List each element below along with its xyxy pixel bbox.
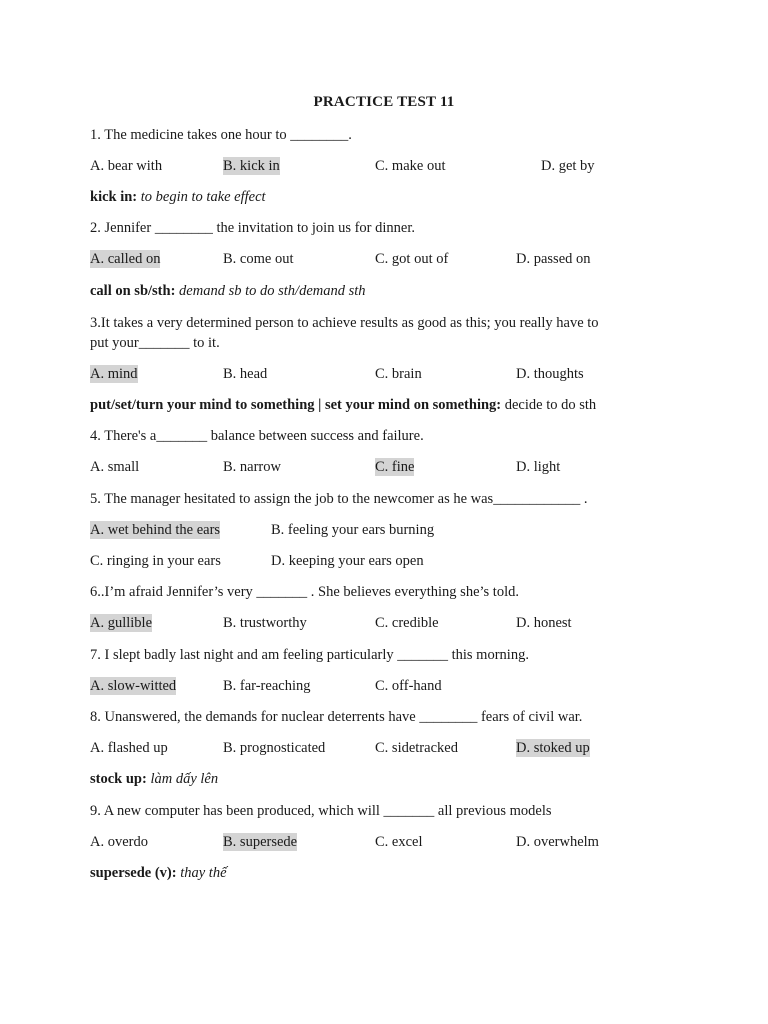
question-7-option-b: B. far-reaching	[223, 678, 311, 694]
question-5-option-d: D. keeping your ears open	[271, 553, 424, 569]
question-6-option-c: C. credible	[375, 615, 439, 631]
question-5-option-c: C. ringing in your ears	[90, 553, 221, 569]
question-4-stem: 4. There's a_______ balance between success and failure.	[90, 428, 424, 444]
question-5-option-b: B. feeling your ears burning	[271, 522, 435, 538]
question-3-stem-line-2: put your_______ to it.	[90, 335, 220, 351]
question-4-option-c-answer: C. fine	[375, 459, 415, 475]
note-term: put/set/turn your mind to something | set your mind on something:	[90, 397, 502, 413]
question-2-option-b: B. come out	[223, 251, 294, 267]
question-2-option-c: C. got out of	[375, 251, 449, 267]
question-4-option-b: B. narrow	[223, 459, 281, 475]
question-8-option-d-answer: D. stoked up	[516, 740, 590, 756]
note-definition: thay thế	[180, 865, 227, 881]
note-definition: to begin to take effect	[140, 189, 266, 205]
question-9-option-c: C. excel	[375, 834, 423, 850]
question-6-option-a-answer: A. gullible	[90, 615, 153, 631]
question-1-note	[90, 188, 266, 206]
question-3-option-c: C. brain	[375, 366, 422, 382]
question-1-option-d: D. get by	[541, 158, 595, 174]
question-4-option-d: D. light	[516, 459, 561, 475]
question-8-option-c: C. sidetracked	[375, 740, 458, 756]
question-2-option-d: D. passed on	[516, 251, 591, 267]
question-9-note	[90, 864, 227, 882]
note-definition: demand sb to do sth/demand sth	[179, 283, 366, 299]
question-3-option-a-answer: A. mind	[90, 366, 138, 382]
note-term: kick in:	[90, 189, 138, 205]
page-title: PRACTICE TEST 11	[313, 94, 455, 110]
note-term: supersede (v):	[90, 865, 177, 881]
question-6-option-b: B. trustworthy	[223, 615, 307, 631]
question-2-stem: 2. Jennifer ________ the invitation to join us for dinner.	[90, 220, 415, 236]
note-definition: làm dấy lên	[150, 771, 219, 787]
question-7-stem: 7. I slept badly last night and am feeling particularly _______ this morning.	[90, 647, 529, 663]
question-9-stem: 9. A new computer has been produced, which will _______ all previous models	[90, 803, 552, 819]
question-1-stem: 1. The medicine takes one hour to ________.	[90, 127, 352, 143]
note-term: call on sb/sth:	[90, 283, 176, 299]
question-5-option-a-answer: A. wet behind the ears	[90, 522, 221, 538]
question-2-option-a-answer: A. called on	[90, 251, 161, 267]
question-1-option-c: C. make out	[375, 158, 446, 174]
question-3-option-d: D. thoughts	[516, 366, 584, 382]
question-4-option-a: A. small	[90, 459, 140, 475]
question-1-option-b-answer: B. kick in	[223, 158, 280, 174]
question-3-option-b: B. head	[223, 366, 268, 382]
question-7-option-c: C. off-hand	[375, 678, 442, 694]
question-8-option-b: B. prognosticated	[223, 740, 326, 756]
question-6-stem: 6..I’m afraid Jennifer’s very _______ . She believes everything she’s told.	[90, 584, 519, 600]
note-term: stock up:	[90, 771, 147, 787]
question-1-option-a: A. bear with	[90, 158, 163, 174]
question-3-note	[90, 396, 596, 414]
question-9-option-a: A. overdo	[90, 834, 148, 850]
question-8-option-a: A. flashed up	[90, 740, 168, 756]
question-8-stem: 8. Unanswered, the demands for nuclear deterrents have ________ fears of civil war.	[90, 709, 583, 725]
question-9-option-d: D. overwhelm	[516, 834, 599, 850]
question-6-option-d: D. honest	[516, 615, 572, 631]
note-definition: decide to do sth	[504, 397, 597, 413]
question-3-stem-line-1: 3.It takes a very determined person to achieve results as good as this; you really have to	[90, 315, 599, 331]
question-8-note	[90, 770, 218, 788]
question-7-option-a-answer: A. slow-witted	[90, 678, 177, 694]
question-2-note	[90, 282, 366, 300]
question-5-stem: 5. The manager hesitated to assign the job to the newcomer as he was____________ .	[90, 491, 588, 507]
question-9-option-b-answer: B. supersede	[223, 834, 298, 850]
